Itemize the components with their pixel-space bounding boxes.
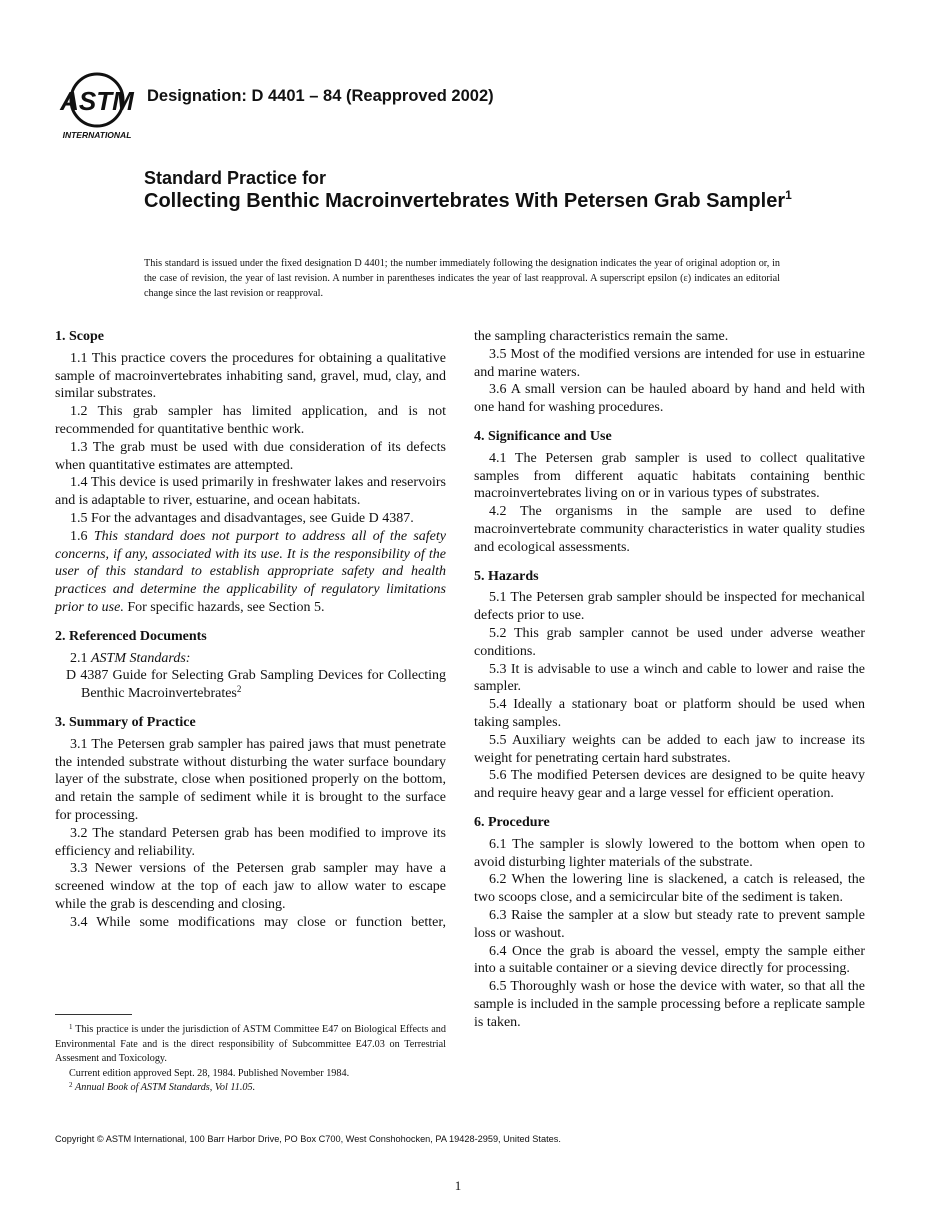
footnote-1-text: This practice is under the jurisdiction of ASTM Committee E47 on Biological Effects and Environmental Fate and is the direct responsibility of Subcommittee E47.03 on Terrestrial Assesment and Toxicology.: [55, 1024, 446, 1064]
paragraph-3-4-start: 3.4 While some modifications may close or function better,: [70, 914, 446, 930]
page-title: [144, 189, 844, 213]
footnote-1-edition: Current edition approved Sept. 28, 1984. Published November 1984.: [69, 1067, 350, 1079]
paragraph-5-2: 5.2 This grab sampler cannot be used under adverse weather conditions.: [474, 625, 865, 659]
paragraph-2-1-number: 2.1: [70, 650, 88, 666]
paragraph-4-1: 4.1 The Petersen grab sampler is used to collect qualitative samples from different aquatic habitats containing benthic macroinvertebrates living on or in various types of substrates.: [474, 450, 865, 502]
logo-text: ASTM: [60, 86, 134, 116]
paragraph-1-1: 1.1 This practice covers the procedures for obtaining a qualitative sample of macroinvertebrates inhabiting sand, gravel, mud, clay, and similar substrates.: [55, 350, 446, 402]
logo-subtext: INTERNATIONAL: [62, 130, 132, 140]
paragraph-5-6: 5.6 The modified Petersen devices are designed to be quite heavy and require heavy gear and a large vessel for efficient operation.: [474, 768, 865, 802]
paragraph-6-5: 6.5 Thoroughly wash or hose the device with water, so that all the sample is included in the sample processing before a replicate sample is taken.: [474, 979, 865, 1030]
section-heading-procedure: 6. Procedure: [474, 814, 550, 830]
paragraph-1-5: 1.5 For the advantages and disadvantages, see Guide D 4387.: [70, 510, 414, 526]
page-number: 1: [454, 1178, 462, 1193]
footnote-divider: [55, 1014, 132, 1015]
paragraph-1-6-number: 1.6: [70, 528, 88, 544]
right-column: [474, 328, 865, 1031]
section-heading-referenced-documents: 2. Referenced Documents: [55, 628, 207, 644]
paragraph-2-1: [55, 650, 446, 668]
reference-d4387-footnote: 2: [236, 684, 242, 695]
designation: Designation: D 4401 – 84 (Reapproved 2002): [147, 87, 494, 105]
footnote-2-text: Annual Book of ASTM Standards, Vol 11.05.: [75, 1082, 256, 1093]
copyright: Copyright © ASTM International, 100 Barr Harbor Drive, PO Box C700, West Conshohocken, PA 19428-2959, United States.: [55, 1134, 561, 1144]
title-main-text: Collecting Benthic Macroinvertebrates With Petersen Grab Sampler: [144, 190, 786, 212]
section-heading-summary: 3. Summary of Practice: [55, 714, 196, 730]
paragraph-3-6: 3.6 A small version can be hauled aboard by hand and held with one hand for washing procedures.: [474, 382, 865, 416]
reference-d4387: [55, 667, 446, 703]
section-heading-hazards: 5. Hazards: [474, 568, 539, 584]
astm-logo: [58, 72, 136, 142]
paragraph-3-5: 3.5 Most of the modified versions are intended for use in estuarine and marine waters.: [474, 346, 865, 380]
footnote-2: [55, 1081, 446, 1096]
paragraph-1-3: 1.3 The grab must be used with due consideration of its defects when quantitative estimates are attempted.: [55, 439, 446, 473]
section-heading-scope: 1. Scope: [55, 329, 104, 344]
paragraph-5-4: 5.4 Ideally a stationary boat or platform should be used when taking samples.: [474, 697, 865, 730]
paragraph-1-6: [55, 528, 446, 617]
paragraph-3-1: 3.1 The Petersen grab sampler has paired jaws that must penetrate the intended substrate without disturbing the water surface boundary layer of the substrate, close when positioned properly on the bottom, and retain the sample of sediment while it is brought to the surface for processing.: [55, 736, 446, 823]
paragraph-1-6-tail: For specific hazards, see Section 5.: [127, 599, 325, 615]
paragraph-6-1: 6.1 The sampler is slowly lowered to the bottom when open to avoid disturbing lighter materials of the substrate.: [474, 836, 865, 870]
paragraph-5-1: 5.1 The Petersen grab sampler should be inspected for mechanical defects prior to use.: [474, 590, 865, 624]
footnote-1-marker: 1: [69, 1023, 73, 1031]
paragraph-3-2: 3.2 The standard Petersen grab has been modified to improve its efficiency and reliability.: [55, 825, 446, 859]
paragraph-5-3: 5.3 It is advisable to use a winch and cable to lower and raise the sampler.: [474, 661, 865, 695]
paragraph-1-4: 1.4 This device is used primarily in freshwater lakes and reservoirs and is adaptable to river, estuarine, and ocean habitats.: [55, 475, 446, 509]
paragraph-4-2: 4.2 The organisms in the sample are used to define macroinvertebrate community characteristics in water quality studies and ecological assessments.: [474, 504, 865, 555]
paragraph-1-6-italic: This standard does not purport to address all of the safety concerns, if any, associated with its use. It is the responsibility of the user of this standard to establish appropriate safety and health practices and determine the applicability of regulatory limitations prior to use.: [55, 528, 446, 615]
paragraph-3-4-continued: the sampling characteristics remain the same.: [474, 329, 729, 344]
footnote-2-marker: 2: [69, 1081, 73, 1089]
paragraph-3-3: 3.3 Newer versions of the Petersen grab sampler may have a screened window at the top of each jaw to allow water to escape while the grab is descending and closing.: [55, 861, 446, 912]
paragraph-6-4: 6.4 Once the grab is aboard the vessel, empty the sample either into a suitable container or a sieving device directly for processing.: [474, 943, 865, 977]
title-block: [144, 167, 844, 213]
paragraph-6-2: 6.2 When the lowering line is slackened, a catch is released, the two scoops close, and a semicircular bite of the sediment is taken.: [474, 872, 865, 906]
title-pre: Standard Practice for: [144, 168, 327, 188]
paragraph-6-3: 6.3 Raise the sampler at a slow but steady rate to prevent sample loss or washout.: [474, 907, 865, 941]
footnotes: [55, 1023, 446, 1096]
paragraph-5-5: 5.5 Auxiliary weights can be added to each jaw to increase its weight for penetrating certain hard substrates.: [474, 732, 865, 766]
paragraph-1-2: 1.2 This grab sampler has limited application, and is not recommended for quantitative benthic work.: [55, 404, 446, 437]
issuance-notice: This standard is issued under the fixed designation D 4401; the number immediately following the designation indicates the year of original adoption or, in the case of revision, the year of last revision. A number in parentheses indicates the year of last reapproval. A superscript epsilon (ε) indicates an editorial change since the last revision or reapproval.: [144, 258, 780, 299]
paragraph-2-1-italic: ASTM Standards:: [91, 650, 191, 666]
reference-d4387-text: D 4387 Guide for Selecting Grab Sampling Devices for Collecting Benthic Macroinvertebrates: [66, 668, 446, 702]
left-column: [55, 328, 446, 932]
footnote-1: [55, 1023, 446, 1067]
section-heading-significance: 4. Significance and Use: [474, 428, 612, 444]
title-footnote-marker: 1: [785, 188, 792, 202]
